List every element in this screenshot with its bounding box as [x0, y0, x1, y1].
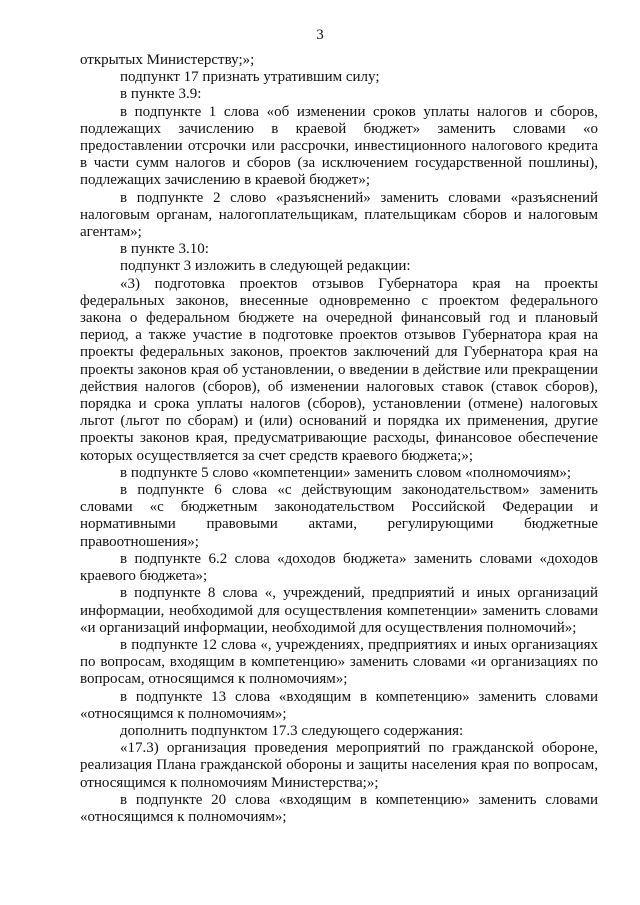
- paragraph: в подпункте 20 слова «входящим в компетенцию» заменить словами «относящимся к полномочиям»;: [80, 791, 598, 825]
- paragraph: дополнить подпунктом 17.3 следующего содержания:: [120, 722, 464, 739]
- paragraph: в подпункте 13 слова «входящим в компетенцию» заменить словами «относящимся к полномочиям»;: [80, 688, 598, 722]
- paragraph: «17.3) организация проведения мероприятий по гражданской обороне, реализация Плана гражданской обороны и защиты населения края по вопросам, относящимся к полномочиям Министерства;»;: [80, 740, 598, 791]
- paragraph: подпункт 17 признать утратившим силу;: [120, 69, 380, 86]
- paragraph: в подпункте 6.2 слова «доходов бюджета» заменить словами «доходов краевого бюджета»;: [80, 550, 598, 585]
- paragraph: в подпункте 6 слова «с действующим законодательством» заменить словами «с бюджетным законодательством Российской Федерации и нормативными правовыми актами, регулирующими бюджетные правоотношения»;: [80, 482, 598, 550]
- paragraph: подпункт 3 изложить в следующей редакции:: [120, 258, 411, 275]
- paragraph: в подпункте 1 слова «об изменении сроков уплаты налогов и сборов, подлежащих зачислению в краевой бюджет» заменить словами «о предоставлении отсрочки или рассрочки, инвестиционного налогового кредита в части сумм налогов и сборов (за исключением государственной пошлины), подлежащих зачислению в краевой бюджет»;: [80, 103, 598, 189]
- document-body: [80, 52, 598, 826]
- paragraph: в пункте 3.9:: [120, 86, 202, 103]
- paragraph: открытых Министерству;»;: [80, 52, 255, 68]
- paragraph: «3) подготовка проектов отзывов Губернатора края на проекты федеральных законов, внесенные одновременно с проектом федерального закона о федеральном бюджете на очередной финансовый год и плановый период, а также участие в подготовке проектов отзывов Губернатора края на проекты федеральных законов, проектов заключений для Губернатора края на проекты законов края об установлении, о введении в действие или прекращении действия налогов (сборов), об изменении налоговых ставок (ставок сборов), порядка и срока уплаты налогов (сборов), установлении (отмене) налоговых льгот (льгот по сборам) и (или) оснований и порядка их применения, другие проекты законов края, предусматривающие расходы, финансовое обеспечение которых осуществляется за счет средств краевого бюджета;»;: [80, 275, 598, 464]
- paragraph: в подпункте 8 слова «, учреждений, предприятий и иных организаций информации, необходимой для осуществления компетенции» заменить словами «и организаций информации, необходимой для осуществления полномочий»;: [80, 585, 598, 636]
- page-number: 3: [316, 27, 324, 43]
- paragraph: в подпункте 12 слова «, учреждениях, предприятиях и иных организациях по вопросам, входящим в компетенцию» заменить словами «и организациях по вопросам, относящимся к полномочиям»;: [80, 636, 598, 688]
- paragraph: в подпункте 2 слово «разъяснений» заменить словами «разъяснений налоговым органам, налогоплательщикам, плательщикам сборов и налоговым агентам»;: [80, 189, 598, 241]
- paragraph: в пункте 3.10:: [120, 241, 209, 258]
- paragraph: в подпункте 5 слово «компетенции» заменить словом «полномочиям»;: [120, 464, 572, 481]
